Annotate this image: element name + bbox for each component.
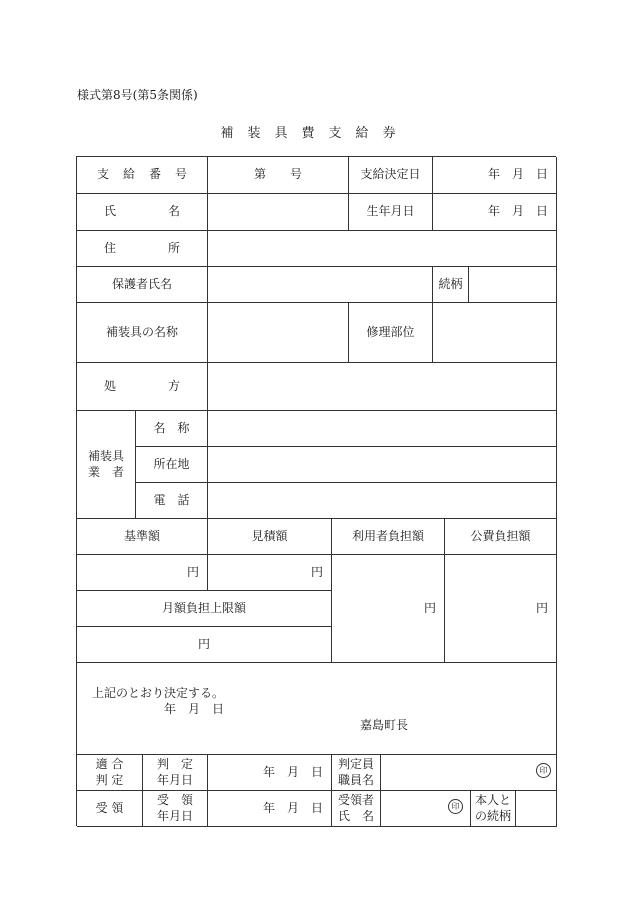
decision-date-value[interactable]: 年 月 日 bbox=[433, 157, 557, 194]
judgement-date-label-line1: 判 定 bbox=[156, 756, 193, 771]
vendor-address-label: 所在地 bbox=[136, 447, 208, 483]
receipt-date-label-line1: 受 領 bbox=[156, 792, 193, 807]
support-number-label: 支給番号 bbox=[77, 157, 208, 194]
relationship-label: 続柄 bbox=[433, 267, 469, 303]
judge-officer-field[interactable] bbox=[381, 755, 557, 791]
guardian-name-label: 保護者氏名 bbox=[77, 267, 208, 303]
device-name-field[interactable] bbox=[208, 303, 349, 363]
dob-value[interactable]: 年 月 日 bbox=[433, 194, 557, 231]
receipt-date-label bbox=[143, 791, 208, 827]
monthly-cap-field[interactable]: 円 bbox=[77, 627, 332, 663]
judge-officer-label-line2: 職員名 bbox=[337, 772, 374, 787]
vendor-name-field[interactable] bbox=[208, 411, 557, 447]
judgement-date-label bbox=[143, 755, 208, 791]
name-field[interactable] bbox=[208, 194, 349, 231]
base-amount-label: 基準額 bbox=[77, 519, 208, 555]
public-burden-field[interactable]: 円 bbox=[445, 555, 557, 663]
receipt-label: 受 領 bbox=[77, 791, 143, 827]
recipient-name-label bbox=[332, 791, 381, 827]
judge-seal-icon: 印 bbox=[536, 763, 551, 778]
conformity-judgement-label-line1: 適 合 bbox=[95, 756, 124, 771]
conformity-judgement-label bbox=[77, 755, 143, 791]
recipient-relation-field[interactable] bbox=[516, 791, 557, 827]
decision-statement: 上記のとおり決定する。 bbox=[92, 686, 225, 700]
user-burden-label: 利用者負担額 bbox=[332, 519, 445, 555]
public-burden-label: 公費負担額 bbox=[445, 519, 557, 555]
vendor-phone-label: 電 話 bbox=[136, 483, 208, 519]
receipt-date-value[interactable]: 年 月 日 bbox=[208, 791, 332, 827]
form-number: 様式第8号(第5条関係) bbox=[77, 88, 198, 102]
recipient-relation-label-line1: 本人と bbox=[474, 792, 511, 807]
prescription-label: 処 方 bbox=[77, 363, 208, 411]
mayor-signature: 嘉島町長 bbox=[360, 718, 409, 732]
base-amount-field[interactable]: 円 bbox=[77, 555, 208, 591]
estimate-amount-field[interactable]: 円 bbox=[208, 555, 332, 591]
document-title: 補装具費支給券 bbox=[220, 126, 410, 141]
device-name-label: 補装具の名称 bbox=[77, 303, 208, 363]
name-label: 氏 名 bbox=[77, 194, 208, 231]
recipient-seal-icon: 印 bbox=[448, 799, 463, 814]
monthly-cap-label: 月額負担上限額 bbox=[77, 591, 332, 627]
decision-date-label: 支給決定日 bbox=[349, 157, 433, 194]
judgement-date-label-line2: 年月日 bbox=[156, 772, 193, 787]
vendor-address-field[interactable] bbox=[208, 447, 557, 483]
judge-officer-label-line1: 判定員 bbox=[337, 756, 374, 771]
recipient-relation-label bbox=[471, 791, 516, 827]
vendor-phone-field[interactable] bbox=[208, 483, 557, 519]
prescription-field[interactable] bbox=[208, 363, 557, 411]
voucher-table bbox=[76, 156, 556, 826]
decision-block bbox=[77, 663, 557, 755]
recipient-name-label-line1: 受領者 bbox=[337, 792, 374, 807]
vendor-group-label-line2: 業 者 bbox=[87, 464, 124, 479]
judge-officer-label bbox=[332, 755, 381, 791]
address-label: 住 所 bbox=[77, 231, 208, 267]
relationship-field[interactable] bbox=[469, 267, 557, 303]
vendor-group-label-line1: 補装具 bbox=[87, 448, 124, 463]
recipient-relation-label-line2: の続柄 bbox=[474, 808, 511, 823]
decision-date: 年 月 日 bbox=[164, 702, 225, 716]
recipient-name-label-line2: 氏 名 bbox=[337, 808, 374, 823]
estimate-amount-label: 見積額 bbox=[208, 519, 332, 555]
user-burden-field[interactable]: 円 bbox=[332, 555, 445, 663]
guardian-name-field[interactable] bbox=[208, 267, 433, 303]
conformity-judgement-label-line2: 判 定 bbox=[95, 772, 124, 787]
vendor-group-label bbox=[77, 411, 136, 519]
address-field[interactable] bbox=[208, 231, 557, 267]
vendor-name-label: 名 称 bbox=[136, 411, 208, 447]
dob-label: 生年月日 bbox=[349, 194, 433, 231]
judgement-date-value[interactable]: 年 月 日 bbox=[208, 755, 332, 791]
receipt-date-label-line2: 年月日 bbox=[156, 808, 193, 823]
repair-part-field[interactable] bbox=[433, 303, 557, 363]
support-number-value[interactable]: 第 号 bbox=[208, 157, 349, 194]
repair-part-label: 修理部位 bbox=[349, 303, 433, 363]
